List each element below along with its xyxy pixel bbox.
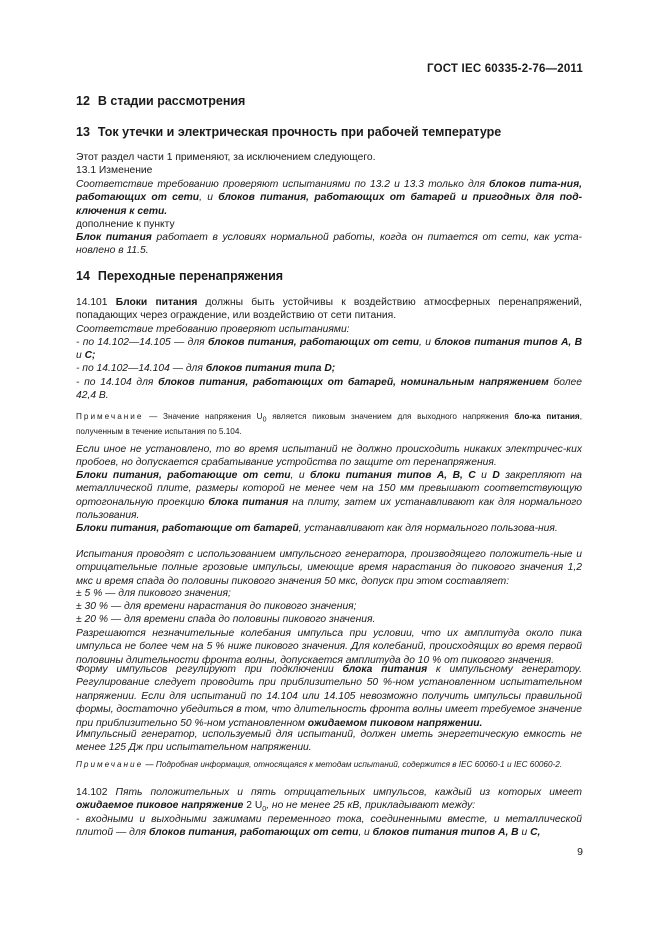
tolerance-item: ± 30 % — для времени нарастания до пикового значения; — [76, 601, 357, 612]
paragraph: дополнение к пункту — [76, 219, 175, 230]
note: Примечание — Значение напряжения $U_0$ является пиковым значением для выходного напряжения бло-ка питания, полученным в течение испытания по 5.104. — [76, 412, 582, 437]
section-title: В стадии рассмотрения — [97, 94, 246, 108]
paragraph: Соответствие требованию проверяют испытаниями по 13.2 и 13.3 только для блоков пита-ния, работающих от сети, и блоков питания, работающих от батарей и пригодных для под-ключения к сети. — [76, 179, 582, 217]
section-number: 12 — [76, 94, 90, 108]
section-title: Ток утечки и электрическая прочность при рабочей температуре — [97, 125, 502, 139]
paragraph: Испытания проводят с использованием импульсного генератора, производящего положитель-ные и отрицательные полные грозовые импульсы, имеющие время нарастания до пикового значения 1,2 мкс и время спада до половины пикового значения 50 мкс, допуск при этом составляет: — [76, 549, 582, 587]
paragraph: Соответствие требованию проверяют испытаниями: — [76, 324, 350, 335]
paragraph: 14.101 Блоки питания должны быть устойчивы к воздействию атмосферных перенапряжений, попадающих через ограждение, или воздействию от сети питания. — [76, 297, 582, 322]
section-number: 14 — [76, 269, 90, 283]
section-14-heading — [76, 269, 283, 283]
tolerance-item: ± 20 % — для времени спада до половины пикового значения. — [76, 614, 376, 625]
list-item: - по 14.102—14.104 — для блоков питания типа D; — [76, 363, 336, 374]
paragraph: Блок питания работает в условиях нормальной работы, когда он питается от сети, как уста-новлено в 11.5. — [76, 232, 582, 257]
paragraph: Блоки питания, работающие от сети, и блоки питания типов А, В, С и D закрепляют на металлической плите, размеры которой не менее чем на 150 мм превышают соответствующую ортогональную проекцию блока питания на плиту, затем их устанавливают как для нормального пользования. — [76, 470, 583, 522]
paragraph: Если иное не установлено, то во время испытаний не должно происходить никаких электричес-ких пробоев, но допускается срабатывание устройства по защите от перенапряжения. — [76, 444, 582, 469]
note: Примечание — Подробная информация, относящаяся к методам испытаний, содержится в IEC 60060-1 и IEC 60060-2. — [76, 760, 563, 769]
section-12-heading — [76, 94, 245, 108]
paragraph: Этот раздел части 1 применяют, за исключением следующего. — [76, 152, 376, 163]
page-number: 9 — [577, 846, 583, 858]
paragraph: Блоки питания, работающие от батарей, устанавливают как для нормального пользова-ния. — [76, 523, 558, 534]
section-number: 13 — [76, 125, 90, 139]
tolerance-item: ± 5 % — для пикового значения; — [76, 588, 231, 599]
list-item: - по 14.104 для блоков питания, работающих от батарей, номинальным напряжением более 42,4 В. — [76, 377, 582, 402]
paragraph: Разрешаются незначительные колебания импульса при условии, что их амплитуда около пика импульса не более чем на 5 % ниже пикового значения. Для колебаний, происходящих во время первой половины длительности фронта волны, допускается амплитуда до 10 % от пикового значения. — [76, 628, 582, 666]
section-13-heading — [76, 125, 501, 139]
standard-header: ГОСТ IEC 60335-2-76—2011 — [427, 63, 583, 75]
paragraph: Импульсный генератор, используемый для испытаний, должен иметь энергетическую емкость не менее 125 Дж при испытательном напряжении. — [76, 729, 582, 754]
section-title: Переходные перенапряжения — [97, 269, 284, 283]
list-item: - входными и выходными зажимами переменного тока, соединенными вместе, и металлической плитой — для блоков питания, работающих от сети, и блоков питания типов А, В и С, — [76, 814, 582, 839]
paragraph: 13.1 Изменение — [76, 165, 153, 176]
list-item: - по 14.102—14.105 — для блоков питания, работающих от сети, и блоков питания типов А, В и С; — [76, 337, 583, 362]
paragraph: Форму импульсов регулируют при подключении блока питания к импульсному генератору. Регулирование следует проводить при приблизительно 50 %-ном установленном испытательном напряжении. Если для испытаний по 14.104 или 14.105 невозможно получить импульсы правильной формы, достаточно убедиться в том, что длительность фронта волны имеет требуемое значение при приблизительно 50 %-ном установленном ожидаемом пиковом напряжении. — [76, 664, 583, 729]
paragraph: 14.102 Пять положительных и пять отрицательных импульсов, каждый из которых имеет ожидаемое пиковое напряжение 2 $U_0$, но не менее 25 кВ, прикладывают между: — [76, 787, 583, 814]
